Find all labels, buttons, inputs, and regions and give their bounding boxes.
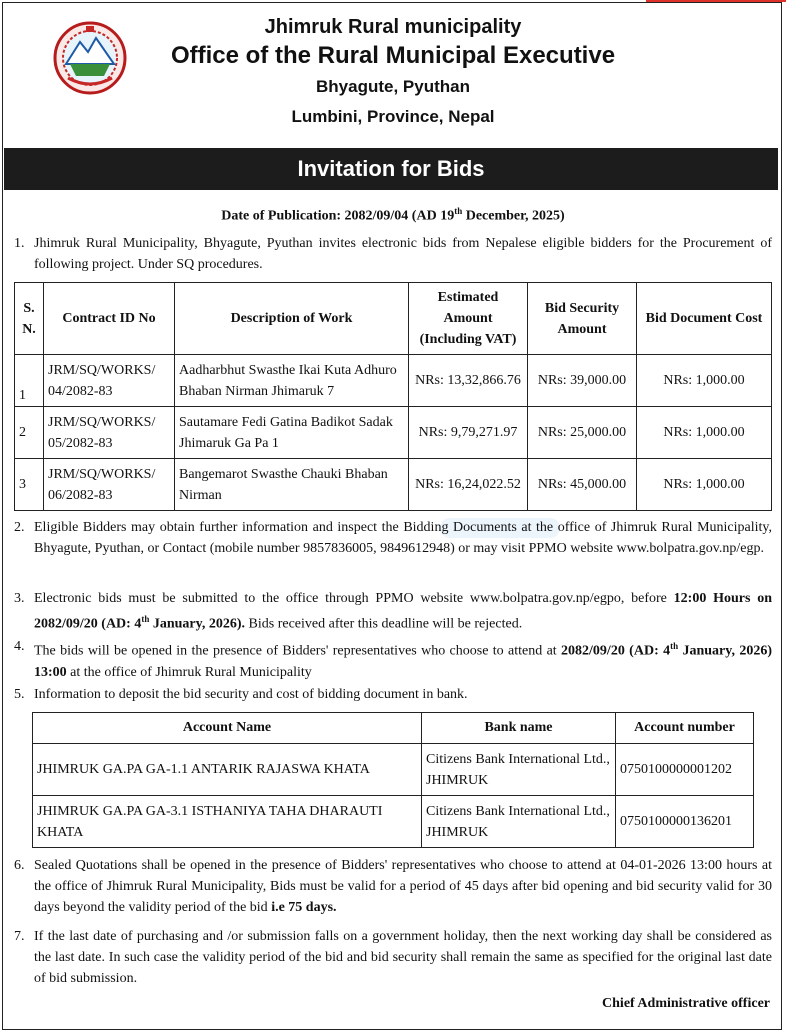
header-bank-name: Bank name (422, 713, 616, 744)
row-contract-id: JRM/SQ/WORKS/ 06/2082-83 (44, 459, 175, 511)
header-description: Description of Work (175, 283, 409, 355)
header-account-number: Account number (616, 713, 754, 744)
table-row (15, 355, 772, 407)
row-bid-document-cost: NRs: 1,000.00 (637, 459, 772, 511)
table-row (15, 459, 772, 511)
clause-5: 5. Information to deposit the bid security and cost of bidding document in bank. (14, 687, 468, 702)
row-bid-document-cost: NRs: 1,000.00 (637, 355, 772, 407)
header-account-name: Account Name (33, 713, 422, 744)
row-bid-security: NRs: 39,000.00 (528, 355, 637, 407)
clause-4: 4. The bids will be opened in the presence of Bidders' representatives who choose to attend at 2082/09/20 (AD: 4th January, 2026) 13:00 at the office of Jhimruk Rural Municipality (14, 639, 772, 680)
top-accent-line (646, 0, 786, 2)
row-bid-document-cost: NRs: 1,000.00 (637, 407, 772, 459)
row-sn: 3 (15, 459, 44, 511)
clause-2: 2. Eligible Bidders may obtain further information and inspect the Bidding Documents at the office of Jhimruk Rural Municipality, Bhyagute, Pyuthan, or Contact (mobile number 9857836005, 9849612948) or may visit PPMO website www.bolpatra.gov.np/egp. (14, 520, 772, 556)
document-title-banner: Invitation for Bids (4, 148, 778, 190)
clause-1: 1. Jhimruk Rural Municipality, Bhyagute, Pyuthan invites electronic bids from Nepalese eligible bidders for the Procurement of following project. Under SQ procedures. (14, 236, 772, 272)
row-sn: 2 (15, 407, 44, 459)
office-location: Bhyagute, Pyuthan (316, 77, 470, 96)
signatory-title: Chief Administrative officer (602, 996, 770, 1011)
bids-table-header (15, 283, 772, 355)
row-estimated-amount: NRs: 13,32,866.76 (409, 355, 528, 407)
bids-table (14, 282, 772, 511)
header-estimated-amount: Estimated Amount (Including VAT) (409, 283, 528, 355)
bank-table-header (33, 713, 754, 744)
office-province: Lumbini, Province, Nepal (291, 107, 495, 126)
clause-3: 3. Electronic bids must be submitted to the office through PPMO website www.bolpatra.gov.np/egpo, before 12:00 Hours on 2082/09/20 (AD: 4th January, 2026). Bids received after this deadline will be rejected. (14, 591, 772, 632)
table-row (33, 796, 754, 848)
row-estimated-amount: NRs: 16,24,022.52 (409, 459, 528, 511)
header-bid-document-cost: Bid Document Cost (637, 283, 772, 355)
row-bid-security: NRs: 45,000.00 (528, 459, 637, 511)
table-row (15, 407, 772, 459)
row-bid-security: NRs: 25,000.00 (528, 407, 637, 459)
row-estimated-amount: NRs: 9,79,271.97 (409, 407, 528, 459)
bank-account-table (32, 712, 754, 848)
row-description: Aadharbhut Swasthe Ikai Kuta Adhuro Bhaban Nirman Jhimaruk 7 (175, 355, 409, 407)
row-bank-name: Citizens Bank International Ltd., JHIMRUK (422, 744, 616, 796)
clause-6: 6. Sealed Quotations shall be opened in the presence of Bidders' representatives who choose to attend at 04-01-2026 13:00 hours at the office of Jhimruk Rural Municipality, Bids must be valid for a period of 45 days after bid opening and bid security valid for 30 days beyond the validity period of the bid i.e 75 days. (14, 858, 772, 915)
row-sn: 1 (15, 355, 44, 407)
row-account-name: JHIMRUK GA.PA GA-1.1 ANTARIK RAJASWA KHATA (33, 744, 422, 796)
row-account-number: 0750100000001202 (616, 744, 754, 796)
row-description: Bangemarot Swasthe Chauki Bhaban Nirman (175, 459, 409, 511)
row-description: Sautamare Fedi Gatina Badikot Sadak Jhimaruk Ga Pa 1 (175, 407, 409, 459)
table-row (33, 744, 754, 796)
clause-7: 7. If the last date of purchasing and /or submission falls on a government holiday, then the next working day shall be considered as the last date. In such case the validity period of the bid and bid security shall remain the same as specified for the original last date of bid submission. (14, 929, 772, 986)
row-bank-name: Citizens Bank International Ltd., JHIMRUK (422, 796, 616, 848)
row-account-number: 0750100000136201 (616, 796, 754, 848)
header-bid-security: Bid Security Amount (528, 283, 637, 355)
publication-date: Date of Publication: 2082/09/04 (AD 19th December, 2025) (221, 206, 565, 224)
header-contract-id: Contract ID No (44, 283, 175, 355)
row-contract-id: JRM/SQ/WORKS/ 05/2082-83 (44, 407, 175, 459)
row-account-name: JHIMRUK GA.PA GA-3.1 ISTHANIYA TAHA DHARAUTI KHATA (33, 796, 422, 848)
office-name: Office of the Rural Municipal Executive (170, 42, 616, 69)
header-sn: S. N. (15, 283, 44, 355)
municipality-name: Jhimruk Rural municipality (264, 16, 522, 38)
row-contract-id: JRM/SQ/WORKS/ 04/2082-83 (44, 355, 175, 407)
